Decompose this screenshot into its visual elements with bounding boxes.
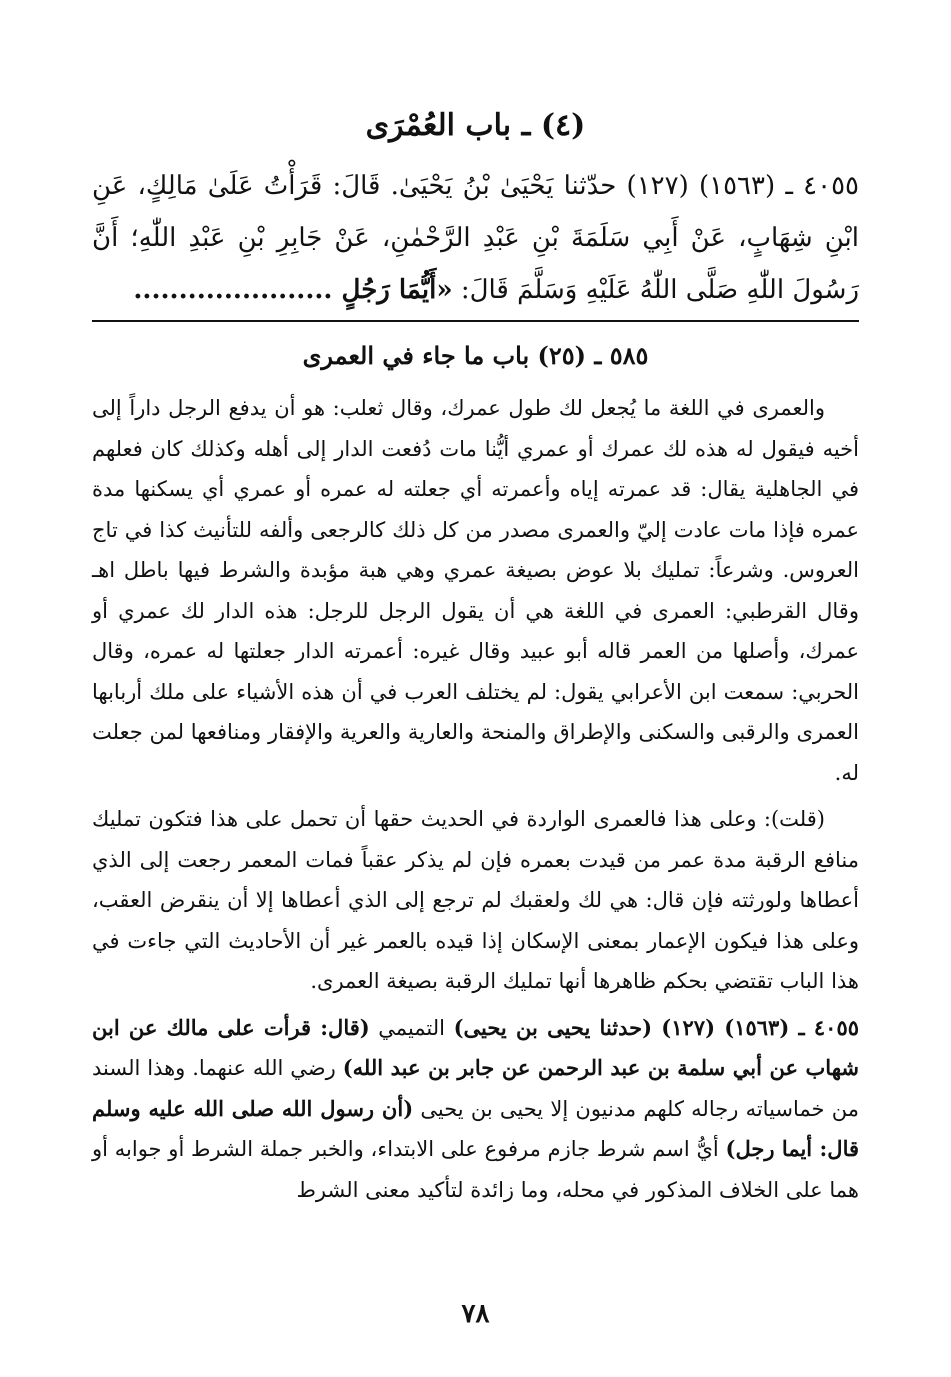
commentary-text: رضي الله عنهما. وهذا السند من خماسياته رجاله كلهم مدنيون إلا يحيى بن يحيى — [92, 1056, 859, 1121]
chapter-title: (٤) ـ باب العُمْرَى — [365, 108, 586, 143]
commentary-text: التميمي — [369, 1015, 454, 1040]
commentary-text: أيُّ اسم شرط جازم مرفوع على الابتداء، والخبر جملة الشرط أو جوابه أو هما على الخلاف المذكور في محله، وما زائدة لتأكيد معنى الشرط — [92, 1137, 859, 1202]
hadith-matn-paragraph — [92, 160, 859, 316]
commentary-paragraph-1: والعمرى في اللغة ما يُجعل لك طول عمرك، وقال ثعلب: هو أن يدفع الرجل داراً إلى أخيه فيقول له هذه لك عمرك أو عمري أيُّنا مات دُفعت الدار إلى أهله وكذلك كان فعلهم في الجاهلية يقال: قد عمرته إياه وأعمرته أي جعلته له عمره أو عمري أي يسكنها مدة عمره فإذا مات عادت إليّ والعمرى مصدر من كل ذلك كالرجعى وألفه للتأنيث كذا في تاج العروس. وشرعاً: تمليك بلا عوض بصيغة عمري وهي هبة مؤبدة والشرط فيها باطل اهـ وقال القرطبي: العمرى في اللغة هي أن يقول الرجل للرجل: هذه الدار لك عمري أو عمرك، وأصلها من العمر قاله أبو عبيد وقال غيره: أعمرته الدار جعلتها له عمره، وقال الحربي: سمعت ابن الأعرابي يقول: لم يختلف العرب في أن هذه الأشياء على ملك أربابها العمرى والرقبى والسكنى والإطراق والمنحة والعارية والعرية والإفقار ومنافعها لمن جعلت له. — [92, 396, 859, 785]
commentary-paragraph-2: (قلت): وعلى هذا فالعمرى الواردة في الحديث حقها أن تحمل على هذا فتكون تمليك منافع الرقبة مدة عمر من قيدت بعمره فإن لم يذكر عقباً فمات المعمر رجعت إلى الذي أعطاها ولورثته فإن قال: هي لك ولعقبك لم ترجع إلى الذي أعطاها إلا أن ينقرض العقب، وعلى هذا فيكون الإعمار بمعنى الإسكان إذا قيده بالعمر غير أن الأحاديث التي جاءت في هذا الباب تقتضي بحكم ظاهرها أنها تمليك الرقبة بصيغة العمرى. — [92, 807, 859, 993]
hadith-matn-quote: «أَيُّمَا رَجُلٍ ...................... — [133, 275, 453, 305]
commentary-quote: (أن رسول الله صلى الله عليه وسلم قال: أيما رجل) — [92, 1095, 860, 1161]
commentary-body — [92, 388, 859, 1214]
hadith-matn-text: ٤٠٥٥ ـ (١٥٦٣) (١٢٧) حدّثنا يَحْيَىٰ بْنُ يَحْيَىٰ. قَالَ: قَرَأْتُ عَلَىٰ مَالِكٍ، عَنِ ابْنِ شِهَابٍ، عَنْ أَبِي سَلَمَةَ بْنِ عَبْدِ الرَّحْمٰنِ، عَنْ جَابِرِ بْنِ عَبْدِ اللّٰهِ؛ أَنَّ رَسُولَ اللّٰهِ صَلَّى اللّٰهُ عَلَيْهِ وَسَلَّمَ قَالَ: — [92, 171, 859, 305]
commentary-paragraph-3 — [92, 1008, 859, 1211]
commentary-isnad: (قال: قرأت على مالك عن ابن شهاب عن أبي سلمة بن عبد الرحمن عن جابر بن عبد الله) — [92, 1014, 859, 1080]
commentary-title: ٥٨٥ ـ (٢٥) باب ما جاء في العمرى — [302, 341, 649, 370]
page-number: ٧٨ — [461, 1299, 490, 1329]
hadith-matn — [92, 160, 859, 316]
section-divider — [92, 320, 859, 322]
commentary-hadith-number: ٤٠٥٥ ـ (١٥٦٣) (١٢٧) (حدثنا يحيى بن يحيى) — [453, 1014, 860, 1040]
